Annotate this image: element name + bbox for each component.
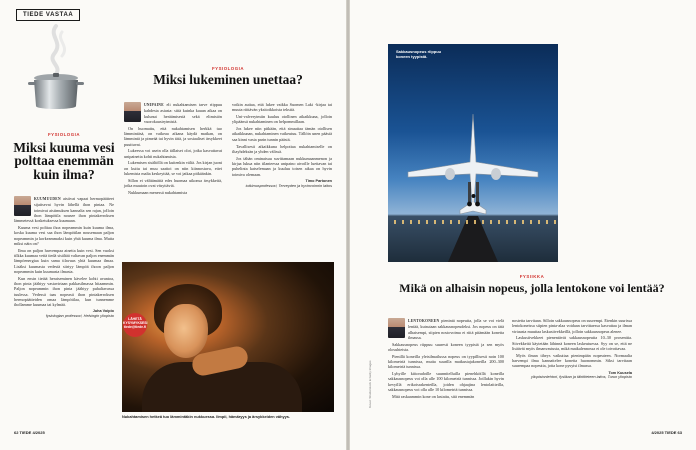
article2-paragraph: voikin auttaa, että lukee vaikka Suomen Laki -kirjaa tai muuta riittävän yksitoikkoista tekstiä. bbox=[232, 102, 332, 113]
article2-column-2 bbox=[232, 102, 332, 188]
article2-author: Timo Partonen bbox=[305, 178, 332, 183]
page-number-left: 62 TIEDE 4/2025 bbox=[14, 430, 45, 435]
article3-paragraph: Laskusiivekkeet pienentävät sakkausnopeutta 10–30 prosenttia. Siivekkeitä käytetään lähinnä koneen laskeutuessa. Syy on se, että ne lisäävät myös ilmanvastusta, mikä matkalennossa ei ole toivottavaa. bbox=[512, 335, 632, 351]
article2-lead-word: UNIPAINE bbox=[144, 103, 164, 107]
article3-paragraph: Pienillä koneilla yleisilmailussa nopeus on tyypillisesti noin 100 kilometriä tunnissa, mutta suurilla matkustajakoneilla 200–300 kilometriä tunnissa. bbox=[388, 353, 504, 370]
article2-column-1 bbox=[124, 102, 222, 197]
photo-face-shape bbox=[164, 304, 208, 358]
article1-category: FYSIOLOGIA bbox=[47, 132, 81, 137]
article3-lead-word: LENTOKONEEN bbox=[408, 319, 440, 323]
article3-column-1 bbox=[388, 318, 504, 401]
article2-signature bbox=[232, 179, 332, 189]
author-portrait bbox=[124, 102, 141, 122]
article1-paragraph: Kun ensin tietää heraiseminen kävelee kohti avantoa, ihon pinta jäähtyy vastavirtaan pakkasilmassa hitaammin. Paljon nopeammin ihon pinta jäähtyy puhaltavassa tuulessa. Vedessä taas nopeasti ihon pintakerroksen hermopäätteiden omaa lämpötilaa, kun tunnemme ihollamme kuumaa tai kylmää. bbox=[14, 275, 114, 308]
send-question-badge bbox=[123, 313, 147, 337]
airplane-photo bbox=[388, 44, 558, 262]
left-page bbox=[0, 0, 346, 450]
article1-title: Miksi kuuma vesi polttaa enemmän kuin ilma? bbox=[13, 140, 115, 182]
cooking-pot-icon bbox=[26, 22, 86, 114]
author-portrait bbox=[14, 196, 31, 216]
article3-paragraph: Myös ilman tiheys vaikuttaa pienimpään nopeuteen. Normaalia harvempi ilma kannattelee konetta huonommin. Siksi tarvitaan suurempaa nopeutta, jotta kone pysyisi ilmassa. bbox=[512, 352, 632, 369]
article1-paragraph: aistivat vapaat hermopäätteet sijaitsevat hyvin lähellä ihon pintaa. Ne toimivat aistimuksen kannalta sen rajan, jolloin ihon lämpötila nousee ihon pintakerroksen lämmetessä kosketuksessa kuumaan. bbox=[14, 196, 114, 224]
article2-paragraph: Jos lukee niin pitkään, että sinuuttaa tämän otollisen aikaikkunan, nukahtaminen vaikeutuu. Tällöin unen pääsiä saa kinni vasta parin tunnin päästä. bbox=[232, 126, 332, 142]
article1-signature bbox=[14, 309, 114, 319]
article3-paragraph: pienintä nopeutta, jolla se voi vielä lentää, kutsutaan sakkausnopeudeksi. Jos nopeus on tätä alhaisempi, siipien nostovoima ei riitä pitämään konetta ilmassa. bbox=[408, 318, 505, 340]
article3-author: Tom Kuusela bbox=[608, 370, 632, 375]
article1-body bbox=[14, 196, 114, 319]
right-page bbox=[350, 0, 696, 450]
article2-category: FYSIOLOGIA bbox=[211, 66, 245, 71]
article2-paragraph: eli nukahtamisen tarve riippuu kahdesta asiasta: siitä kuinka kauan aikaa on kulunut heräämisestä sekä elimistön vuorokausirytmistä. bbox=[144, 102, 222, 124]
photo-caption: Nukahtamisen hetkeä tuo lämmintäkin nukkuessa. Ilmpii, hämäryys ja ärsykkeiden vähyys. bbox=[122, 414, 291, 419]
badge-label: LÄHETÄ KYSYMYKSESI bbox=[123, 317, 148, 325]
author-portrait bbox=[388, 318, 405, 338]
article3-column-2 bbox=[512, 318, 632, 380]
article2-paragraph: Lukeessa voi usein olla tällaiset olot, jotka kasvattavat unipainetta kohti nukahtamista. bbox=[124, 148, 222, 159]
runway-lights bbox=[388, 220, 558, 224]
article2-paragraph: Tavallisesti aikaikkuna helpottaa nukahtamiselle on iltayhdeksän ja yhden välissä. bbox=[232, 143, 332, 154]
article3-signature bbox=[512, 371, 632, 381]
section-tag: TIEDE VASTAA bbox=[16, 9, 80, 21]
article2-paragraph: Jos tähän ominaisuu suvittamaan nukkumaanmenon ja kirjaa lukua niin tilanteessa unipaino aivoille luettavan tai puhelinta katselemaan ja kuuluu toisen aikaa on hyvin toimiva olemaan. bbox=[232, 155, 332, 177]
article3-author-role: yliopistonlehtori, fysiikan ja tähtitieteen laitos, Turun yliopisto bbox=[530, 375, 632, 380]
article1-author-role: fysiologian professori, Helsingin yliopisto bbox=[45, 314, 114, 319]
article1-paragraph: Ilma on paljon harvempaa ainetta kuin vesi. Sen vuoksi tilkka kuumaa vettä tiedä sisältää valtavan paljon enemmän lämpöenergiaa kuin sama tilavuus yhtä kuumaa ilmaa. Lisäksi kuumasta vedestä siirtyy lämpöä ihoon paljon nopeammin kuin kuumasta ilmasta. bbox=[14, 247, 114, 274]
airplane-photo-label: Sakkausnopeus riippuu koneen tyypistä. bbox=[396, 49, 442, 59]
page-number-right: 4/2025 TIEDE 63 bbox=[651, 430, 682, 435]
reading-person-photo bbox=[122, 262, 334, 412]
article3-paragraph: Lyhyille kiitoradoille suunnitelluilla pienehköillä koneilla sakkausnopeus voi olla alle 100 kilometriä tunnissa. Joillakin hyvin kevyillä erikoisrakenteilla, joiden ohjaajina lentolaitteilla, sakkausnopeus voi olla alle 10 kilometriä tunnissa. bbox=[388, 371, 504, 393]
badge-email: tiede@tiede.fi bbox=[123, 325, 147, 329]
article2-paragraph: Nukkumaan menessä nukahtamista bbox=[128, 189, 188, 195]
article1-author: Juha Voipio bbox=[92, 309, 114, 314]
article2-title: Miksi lukeminen unettaa? bbox=[153, 72, 303, 87]
article3-category: FYSIIKKA bbox=[519, 274, 545, 279]
article3-paragraph: Mitä raskaammin kone on lastattu, sitä enemmän bbox=[392, 393, 475, 399]
article1-paragraph: Kuuma vesi polttaa ihoa nopeammin kuin kuuma ilma, koska kuuma vesi saa ihon lämpötilan nousemaan paljon nopeammin ja korkeammaksi kuin yhtä kuuma ilma. Mutta miksi näin on? bbox=[14, 224, 114, 246]
article2-author-role: tutkimusprofessori, Terveyden ja hyvinvoinnin laitos bbox=[245, 183, 332, 188]
article3-title: Mikä on alhaisin nopeus, jolla lentokone voi lentää? bbox=[399, 281, 665, 295]
article2-paragraph: Uni-valverytmiin kuuluu otollinen aikaikkuna, jolloin ylipäänsä nukahtaminen on helpommillaan. bbox=[232, 114, 332, 125]
article2-paragraph: Lukemisen sisältöllä on kuitenkin väliä. Jos kirjan juoni on kuitu tai muu saattoi on niin kiinnostava, ettei lukemista malta keskeyttää, se voi jatkaa pitkäänkin. bbox=[124, 160, 222, 177]
article3-paragraph: Sakkausnopeus riippuu suuresti koneen tyypistä ja sen myös olosuhteista. bbox=[388, 341, 504, 352]
photo-credit: Kuvat: Shutterstock & Getty Images bbox=[368, 360, 372, 408]
article1-lead-word: KUUMUUDEN bbox=[34, 197, 61, 201]
article3-paragraph: nostetta tarvitaan. Silloin sakkausnopeus on suurempi. Etenkin suurissa lentokoneissa siipien pinta-alaa voidaan tarvittaessa kasvattaa ja ilman virtausta muuttaa laskusiivekkeillä, jolloin sakkausnopeus alenee. bbox=[512, 318, 632, 334]
article2-paragraph: Sillon ei välttämättä edes huomaa uikonsa ärsykkeitä, jotka muutoin ovat väsyttäviä. bbox=[124, 177, 222, 189]
article2-paragraph: On huomattu, että nukahtamisen herkkä tuo lämmintäsä, on vaikeaa aikana käydä matkan, on lämmintä ja pimeää tai hyvin tätä, ja sosiaaliset ärsykkeet puuttuvat. bbox=[124, 125, 222, 147]
